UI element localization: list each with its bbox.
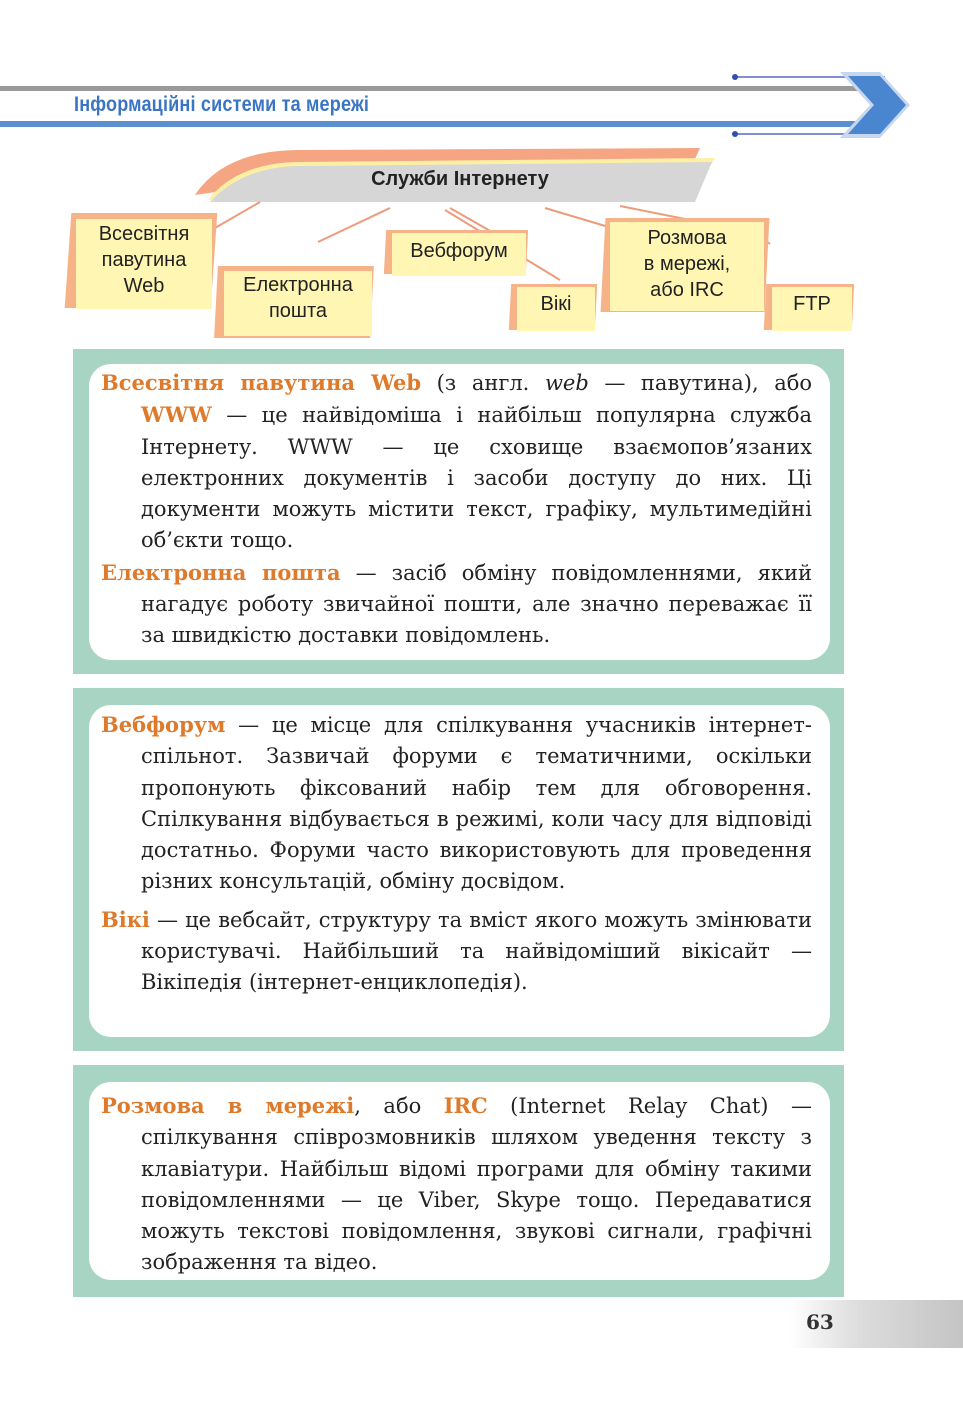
node-ftp bbox=[772, 287, 852, 331]
italic-term: web bbox=[544, 371, 589, 395]
definition-forum bbox=[101, 709, 812, 898]
term-web: Всесвітня павутина Web bbox=[101, 370, 422, 395]
chevron-right-icon bbox=[838, 70, 918, 140]
text-span: — павутина), або bbox=[588, 371, 812, 395]
text-span: — це вебсайт, структуру та вміст якого можуть змінювати користувачі. Найбільший та найвідоміший вікісайт — Вікіпедія (інтернет-енциклопедія). bbox=[141, 907, 812, 995]
internet-services-diagram bbox=[0, 140, 963, 350]
definition-card bbox=[89, 364, 830, 660]
term-irc: IRC bbox=[443, 1093, 488, 1118]
term-wiki: Вікі bbox=[101, 906, 150, 932]
text-span: (Internet Relay Chat) — спілкування співрозмовників шляхом уведення тексту з клавіатури. Найбільш відомі програми для обміну такими повідомленнями — це Viber, Skype тощо. Передаватися можуть текстові повідомлення, звукові сигнали, графічні зображення та відео. bbox=[141, 1094, 812, 1275]
page-number: 63 bbox=[806, 1310, 834, 1334]
definition-card bbox=[89, 705, 830, 1037]
node-irc-line2: в мережі, bbox=[643, 253, 731, 275]
definition-text bbox=[101, 367, 812, 652]
node-irc-line3: або IRC bbox=[650, 279, 724, 301]
header-decor-dot bbox=[732, 74, 738, 80]
term-forum: Вебфорум bbox=[101, 712, 226, 737]
definition-irc bbox=[101, 1090, 812, 1279]
node-web-line3: Web bbox=[123, 275, 165, 297]
definition-wiki bbox=[101, 904, 812, 999]
node-forum-label: Вебфорум bbox=[410, 240, 508, 262]
node-email bbox=[224, 271, 372, 336]
header-decor-line bbox=[735, 133, 855, 135]
term-irc-chat: Розмова в мережі bbox=[101, 1093, 355, 1118]
text-span: — це найвідоміша і найбільш популярна служба Інтернету. WWW — це сховище взаємопов’язаних електронних документів і засоби доступу до них. Ці документи можуть містити текст, графіку, мультимедійні об’єкти тощо. bbox=[141, 403, 812, 553]
text-span: , або bbox=[354, 1094, 444, 1118]
text-span: (з англ. bbox=[421, 371, 545, 395]
node-forum bbox=[392, 233, 526, 276]
definition-card bbox=[89, 1082, 830, 1280]
term-www: WWW bbox=[141, 402, 212, 428]
diagram-root-label: Служби Інтернету bbox=[371, 168, 549, 190]
term-email: Електронна пошта bbox=[101, 559, 341, 585]
definition-web bbox=[101, 367, 812, 557]
text-span: — це місце для спілкування учасників інтернет-спільнот. Зазвичай форуми є тематичними, оскільки пропонують фіксований набір тем для обговорення. Спілкування відбувається в режимі, коли часу для відповіді достатньо. Форуми часто використовують для проведення різних консультацій, обміну досвідом. bbox=[141, 713, 812, 894]
node-wiki-label: Вікі bbox=[540, 293, 572, 315]
node-web-line2: павутина bbox=[101, 249, 187, 271]
node-irc bbox=[610, 222, 764, 311]
definition-text bbox=[101, 709, 812, 999]
definition-box-web-email bbox=[73, 349, 844, 674]
node-web bbox=[76, 219, 212, 309]
node-ftp-label: FTP bbox=[793, 293, 831, 315]
node-wiki bbox=[517, 287, 595, 331]
definition-email bbox=[101, 557, 812, 652]
node-web-line1: Всесвітня bbox=[98, 223, 190, 245]
node-email-line2: пошта bbox=[268, 300, 328, 322]
page-header-title: Інформаційні системи та мережі bbox=[74, 93, 370, 116]
node-email-line1: Електронна bbox=[243, 274, 353, 296]
definition-box-forum-wiki bbox=[73, 688, 844, 1051]
definition-box-irc bbox=[73, 1065, 844, 1297]
text-span: — засіб обміну повідомленнями, який нагадує роботу звичайної пошти, але значно переважає її за швидкістю доставки повідомлень. bbox=[141, 560, 812, 648]
header-decor-dot bbox=[732, 131, 738, 137]
node-irc-line1: Розмова bbox=[647, 227, 727, 249]
definition-text bbox=[101, 1090, 812, 1279]
